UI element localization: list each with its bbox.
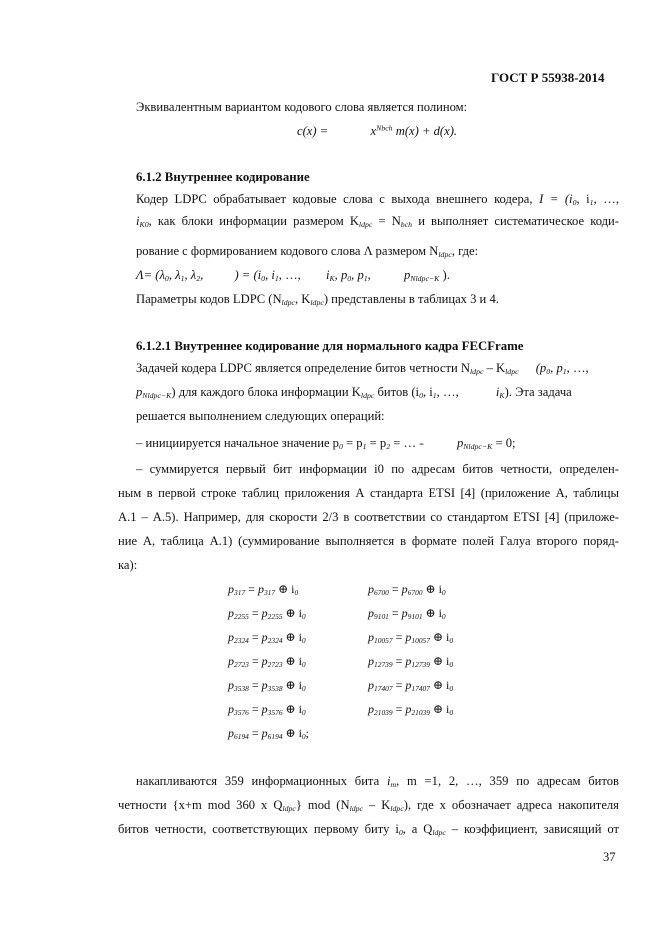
intro-text: Эквивалентным вариантом кодового слова является полином: — [136, 100, 468, 114]
bullet-sum-line4: ние А, таблица А.1) (суммирование выполняется в формате полей Галуа второго поряд- — [118, 534, 619, 548]
tail-line2: четности {x+m mod 360 x $Q_{ldpc}$} mod $(N_{ldpc} - K_{ldpc})$, где x обозначает адреса накопителя — [118, 798, 619, 814]
parity-equation: $p_{3538} = p_{3538}$ ⊕ $i_0$ — [228, 678, 306, 694]
bullet-sum-line3: А.1 – А.5). Например, для скорости 2/3 в соответствии со стандартом ETSI [4] (приложе- — [118, 510, 619, 524]
paragraph-612-line5: Параметры кодов LDPC ($N_{ldpc}$, $K_{ldpc}$) представлены в таблицах 3 и 4. — [136, 292, 499, 308]
parity-equation: $p_{17407} = p_{17407}$ ⊕ $i_0$ — [368, 678, 454, 694]
section-heading-6121: 6.1.2.1 Внутреннее кодирование для нормального кадра FECFrame — [136, 339, 524, 353]
parity-equation: $p_{317} = p_{317}$ ⊕ $i_0$ — [228, 582, 299, 598]
parity-equation: $p_{2255} = p_{2255}$ ⊕ $i_0$ — [228, 606, 306, 622]
parity-equation: $p_{21039} = p_{21039}$ ⊕ $i_0$ — [368, 702, 454, 718]
bullet-sum-line2: ным в первой строке таблиц приложения А стандарта ETSI [4] (приложение А, таблицы — [118, 486, 619, 500]
bullet-init: – инициируется начальное значение $p_0 = p_1 = p_2$ = … = $p_{Nldpc-K} = 0$; — [136, 436, 516, 452]
bullet-sum-line5: ка): — [118, 558, 138, 572]
parity-equation: $p_{2723} = p_{2723}$ ⊕ $i_0$ — [228, 654, 306, 670]
paragraph-6121-line3: решается выполнением следующих операций: — [136, 409, 385, 423]
parity-equation: $p_{12739} = p_{12739}$ ⊕ $i_0$ — [368, 654, 454, 670]
parity-equation: $p_{6194} = p_{6194}$ ⊕ $i_0$; — [228, 726, 309, 742]
parity-equation: $p_{2324} = p_{2324}$ ⊕ $i_0$ — [228, 630, 306, 646]
parity-equation: $p_{10057} = p_{10057}$ ⊕ $i_0$ — [368, 630, 454, 646]
parity-equation: $p_{9101} = p_{9101}$ ⊕ $i_0$ — [368, 606, 446, 622]
paragraph-612-line3: рование с формированием кодового слова Λ размером $N_{ldpc}$, где: — [136, 244, 479, 260]
paragraph-6121-line1: Задачей кодера LDPC является определение битов четности $N_{ldpc} - K_{ldpc}$ ($p_0$, $p_1$, …, — [136, 361, 589, 377]
parity-equation: $p_{6700} = p_{6700}$ ⊕ $i_0$ — [368, 582, 446, 598]
paragraph-612-line2: $i_{K0}$, как блоки информации размером $K_{ldpc} = N_{bch}$ и выполняет систематическое коди- — [136, 214, 619, 230]
standard-header: ГОСТ Р 55938-2014 — [491, 70, 605, 85]
paragraph-612-line1: Кодер LDPC обрабатывает кодовые слова с выхода внешнего кодера, $I = (i_0$, $i_1$, …, — [136, 192, 620, 208]
page-number: 37 — [603, 850, 616, 864]
intro-formula: $c(x) = x^{Nbch}$ m(x) + d(x). — [297, 123, 458, 138]
parity-equation: $p_{3576} = p_{3576}$ ⊕ $i_0$ — [228, 702, 306, 718]
section-heading-612: 6.1.2 Внутреннее кодирование — [136, 170, 310, 184]
paragraph-612-line4: $\Lambda= (\lambda_0$, $\lambda_1$, $\lambda_2$, ) = ($i_0$, $i_1$, …, $i_K$, $p_0$, $p_1$, $p_{Nldpc-K}$ ). — [136, 268, 450, 284]
tail-line3: битов четности, соответствующих первому биту $i_0$, а $Q_{ldpc}$ – коэффициент, зависящий от — [118, 822, 619, 838]
tail-line1: накапливаются 359 информационных бита $i_m$, m =1, 2, …, 359 по адресам битов — [136, 774, 619, 790]
bullet-sum-line1: – суммируется первый бит информации i0 по адресам битов четности, определен- — [136, 462, 619, 476]
paragraph-6121-line2: $p_{Nldpc-K}$) для каждого блока информации $K_{ldpc}$ битов ($i_0$, $i_1$, …, $i_K$). Эта задача — [136, 385, 572, 401]
